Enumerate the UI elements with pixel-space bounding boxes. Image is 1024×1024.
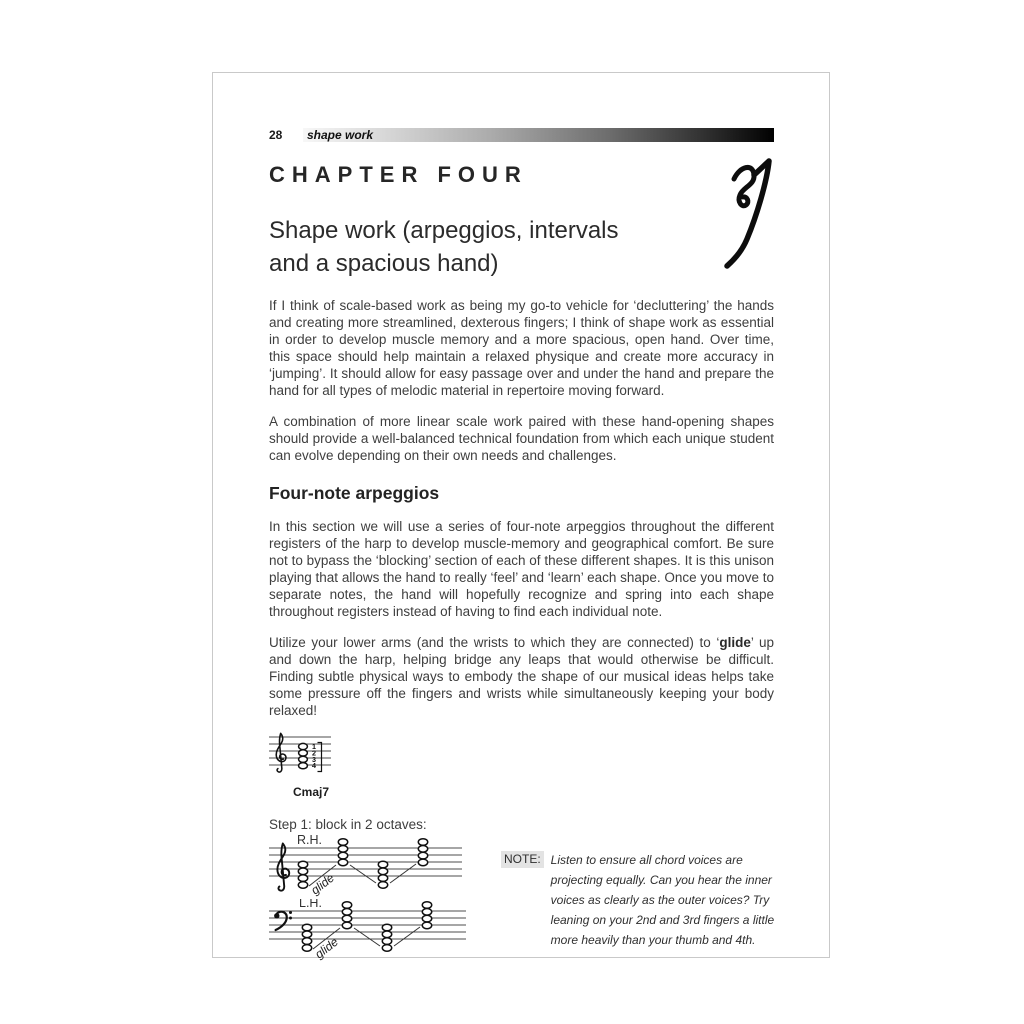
book-page: [212, 72, 830, 961]
fingering-3: 3: [312, 754, 316, 764]
paragraph-4: [269, 634, 774, 719]
header-gradient-bar: [303, 128, 774, 142]
rh-glide-label: glide: [308, 870, 337, 898]
lh-glide-label: glide: [312, 934, 341, 961]
note-label: NOTE:: [501, 851, 544, 868]
page-number: 28: [269, 128, 283, 142]
cmaj7-staff: [269, 729, 341, 779]
section-heading: Four-note arpeggios: [269, 483, 440, 503]
paragraph-1: If I think of scale-based work as being my go-to vehicle for ‘decluttering’ the hands and creating more streamlined, dexterous fingers; I think of shape work as essential in order to develop muscle memory and a more spacious, open hand. Over time, this space should help maintain a relaxed physique and create more accuracy in ‘jumping’. It should allow for easy passage over and under the hand and prepare the hand for all types of melodic material in repertoire moving forward.: [269, 298, 774, 398]
treble-clef-icon: [276, 733, 286, 772]
rh-label: R.H.: [297, 834, 322, 847]
exercise-figures: [269, 817, 774, 977]
bass-clef-icon: [274, 911, 292, 930]
cmaj7-figure: [269, 729, 774, 799]
left-hand-staff: [269, 899, 469, 961]
paragraph-3: In this section we will use a series of four-note arpeggios throughout the different registers of the harp to develop muscle-memory and geographical comfort. Be sure not to bypass the ‘blocking’ section of each of these different shapes. It is this unison playing that allows the hand to really ‘feel’ and ‘learn’ each shape. Once you move to separate notes, the hand will hopefully recognize and spring into each shape throughout registers instead of having to find each individual note.: [269, 519, 774, 619]
paragraph-4-post: ’ up and down the harp, helping bridge any leaps that would otherwise be difficult. Finding subtle physical ways to embody the shape of our musical ideas helps take some pressure off the fingers and wrists while simultaneously keeping your body relaxed!: [269, 635, 774, 718]
chapter-label: CHAPTER FOUR: [269, 162, 528, 187]
paragraph-2: A combination of more linear scale work paired with these hand-opening shapes should provide a well-balanced technical foundation from which each unique student can evolve depending on their own needs and challenges.: [269, 414, 774, 463]
calligraphy-logo-icon: [707, 153, 777, 271]
note-box: [501, 850, 778, 950]
treble-clef-icon: [277, 844, 289, 891]
running-header-text: shape work: [307, 128, 374, 142]
note-text: Listen to ensure all chord voices are projecting equally. Can you hear the inner voices as clearly as the outer voices? Try leaning on your 2nd and 3rd fingers a little more heavily than your thumb and 4th.: [550, 853, 775, 947]
fingering-bracket: [318, 743, 322, 772]
step-caption: Step 1: block in 2 octaves:: [269, 817, 427, 832]
lh-label: L.H.: [299, 899, 322, 910]
fingering-1: 1: [312, 742, 316, 751]
page-title: Shape work (arpeggios, intervals and a spacious hand): [269, 217, 619, 277]
fingering-4: 4: [312, 761, 316, 771]
glide-emphasis: glide: [719, 635, 751, 650]
running-header-row: [269, 128, 774, 142]
right-hand-staff: [269, 834, 465, 898]
fingering-2: 2: [312, 748, 316, 758]
chord-name-label: Cmaj7: [292, 785, 330, 799]
paragraph-4-pre: Utilize your lower arms (and the wrists to which they are connected) to ‘: [269, 635, 720, 650]
